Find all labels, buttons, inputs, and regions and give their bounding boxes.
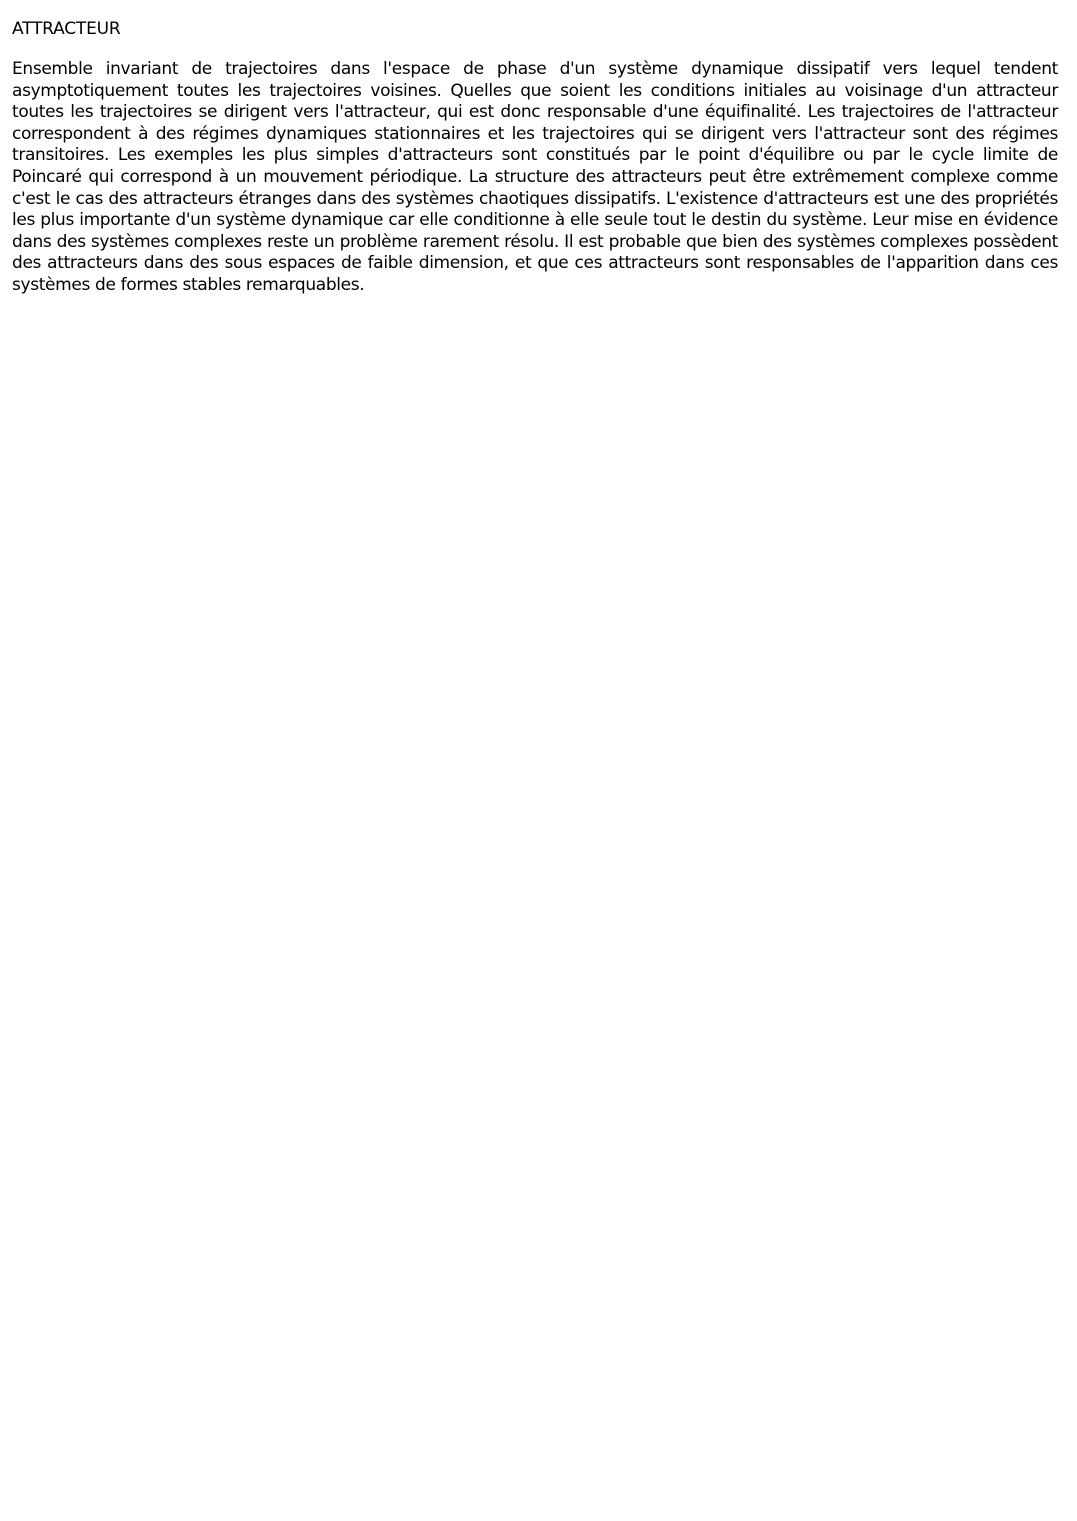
document-page: [12, 18, 1058, 297]
document-title: ATTRACTEUR: [12, 19, 121, 39]
document-body: Ensemble invariant de trajectoires dans l'espace de phase d'un système dynamique dissipatif vers lequel tendent asymptotiquement toutes les trajectoires voisines. Quelles que soient les conditions initiales au voisinage d'un attracteur toutes les trajectoires se dirigent vers l'attracteur, qui est donc responsable d'une équifinalité. Les trajectoires de l'attracteur correspondent à des régimes dynamiques stationnaires et les trajectoires qui se dirigent vers l'attracteur sont des régimes transitoires. Les exemples les plus simples d'attracteurs sont constitués par le point d'équilibre ou par le cycle limite de Poincaré qui correspond à un mouvement périodique. La structure des attracteurs peut être extrêmement complexe comme c'est le cas des attracteurs étranges dans des systèmes chaotiques dissipatifs. L'existence d'attracteurs est une des propriétés les plus importante d'un système dynamique car elle conditionne à elle seule tout le destin du système. Leur mise en évidence dans des systèmes complexes reste un problème rarement résolu. Il est probable que bien des systèmes complexes possèdent des attracteurs dans des sous espaces de faible dimension, et que ces attracteurs sont responsables de l'apparition dans ces systèmes de formes stables remarquables.: [12, 59, 1058, 295]
